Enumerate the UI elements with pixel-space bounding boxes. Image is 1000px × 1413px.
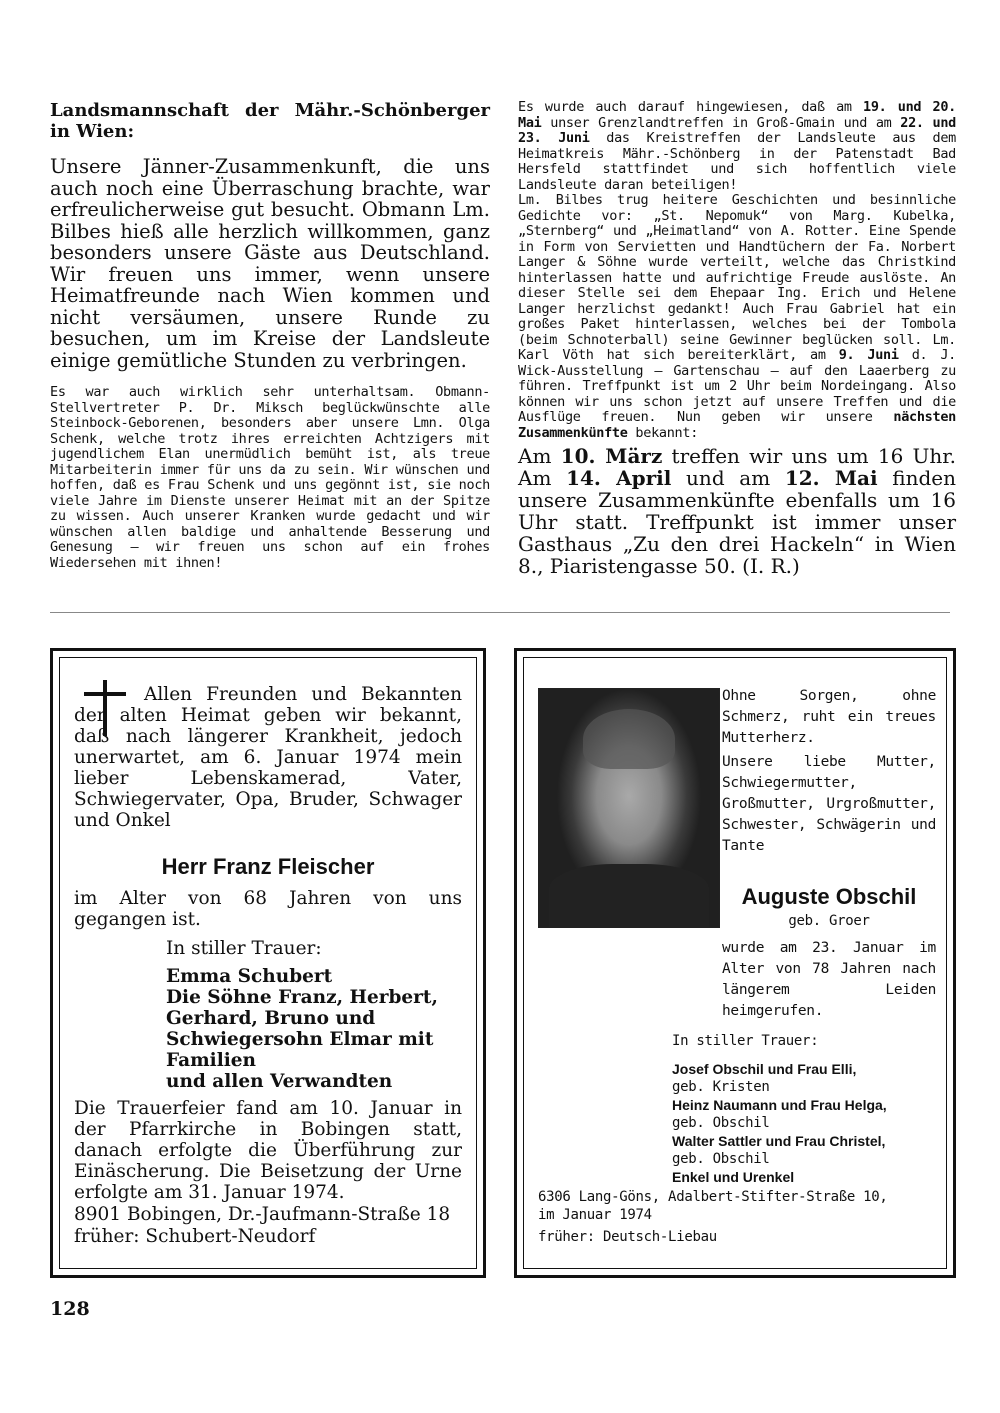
bold-date: 19. und 20. Mai xyxy=(518,99,956,131)
text-run: Es wurde auch darauf hingewiesen, daß am xyxy=(518,99,864,115)
mourner-line: Die Söhne Franz, Herbert, xyxy=(166,987,438,1008)
bold-date: 9. Juni xyxy=(838,347,899,363)
address-line: 6306 Lang-Göns, Adalbert-Stifter-Straße 10, xyxy=(538,1189,888,1205)
mourner-name: Walter Sattler und Frau Christel, xyxy=(672,1133,886,1149)
verse-1: Ohne Sorgen, ohne Schmerz, ruht ein treues Mutterherz. xyxy=(722,688,936,746)
address-line-former: früher: Deutsch-Liebau xyxy=(538,1229,717,1245)
mourner-note: geb. Obschil xyxy=(672,1151,770,1167)
text-run: unser Grenzlandtreffen in Groß-Gmain und am xyxy=(541,114,901,131)
bold-date: 12. Mai xyxy=(784,466,878,490)
mourners-list xyxy=(166,966,438,1092)
right-column xyxy=(518,100,956,577)
mourner-note: geb. Kristen xyxy=(672,1079,770,1095)
address-line-former: früher: Schubert-Neudorf xyxy=(74,1226,316,1247)
text-run: d. J. Wick-Ausstellung — Gartenschau — auf den Laaerberg zu führen. Treffpunkt ist um 2 Uhr beim Nordeingang. Also können wir uns schon jetzt auf unsere Treffen und die Ausflüge freuen. Nun geben wir unsere xyxy=(518,347,957,425)
text-run: und am xyxy=(671,466,785,490)
right-paragraph-2 xyxy=(518,193,956,441)
article-paragraph-large: Unsere Jänner-Zusammenkunft, die uns auch noch eine Überraschung brachte, war erfreulicherweise gut besucht. Obmann Lm. Bilbes hieß alle herzlich willkommen, ganz besonders unsere Gäste aus Deutschland. Wir freuen uns immer, wenn unsere Heimatfreunde nach Wien kommen und nicht versäumen, unsere Runde zu besuchen, um im Kreise der Landsleute einige gemütliche Stunden zu verbringen. xyxy=(50,155,490,372)
section-heading: Landsmannschaft der Mähr.-Schönberger in Wien: xyxy=(50,100,490,142)
mourner-line: Gerhard, Bruno und xyxy=(166,1008,376,1029)
mourner-line: Schwiegersohn Elmar mit xyxy=(166,1029,434,1050)
mourner-line: Familien xyxy=(166,1050,256,1071)
deceased-name: Auguste Obschil xyxy=(741,884,917,909)
obituary-box-fleischer xyxy=(50,648,486,1278)
text-run: das Kreistreffen der Landsleute aus dem Heimatkreis Mähr.-Schönberg in der Patenstadt Bad Hersfeld stattfindet und sich hoffentlich viele Landsleute daran beteiligen! xyxy=(518,130,957,193)
mourner-line: und allen Verwandten xyxy=(166,1071,393,1092)
mourner-name: Josef Obschil und Frau Elli, xyxy=(672,1061,857,1077)
verse-2: Unsere liebe Mutter, Schwiegermutter, Großmutter, Urgroßmutter, Schwester, Schwägerin und Tante xyxy=(722,754,936,854)
obituary-inner-border xyxy=(523,657,947,1269)
mourner-note: geb. Obschil xyxy=(672,1115,770,1131)
bold-date: 22. und 23. Juni xyxy=(518,114,957,146)
text-run: treffen wir uns um 16 Uhr. Am xyxy=(518,444,956,490)
address-line: 8901 Bobingen, Dr.-Jaufmann-Straße 18 xyxy=(74,1204,451,1225)
mourners-list xyxy=(672,1060,936,1186)
page-number: 128 xyxy=(50,1298,90,1320)
horizontal-divider xyxy=(50,612,950,613)
obituary-intro: Allen Freunden und Bekannten der alten Heimat geben wir bekannt, daß nach längerer Krankheit, jedoch unerwartet, am 6. Januar 1974 mein lieber Lebenskamerad, Vater, Schwiegervater, Opa, Bruder, Schwager und Onkel xyxy=(74,684,462,831)
bold-date: 10. März xyxy=(560,444,663,468)
obituary-age-text: im Alter von 68 Jahren von uns gegangen ist. xyxy=(74,888,462,930)
bold-text: nächsten Zusammenkünfte xyxy=(518,409,956,441)
left-column xyxy=(50,100,490,571)
right-paragraph-3 xyxy=(518,445,956,577)
right-paragraph-1 xyxy=(518,100,956,193)
text-run: finden unsere Zusammenkünfte ebenfalls um 16 Uhr statt. Treffpunkt ist immer unser Gasthaus „Zu den drei Hackeln“ in Wien 8., Piaristengasse 50. (I. R.) xyxy=(518,466,957,578)
deceased-name: Herr Franz Fleischer xyxy=(161,854,375,879)
maiden-name: geb. Groer xyxy=(788,913,870,929)
address-date: im Januar 1974 xyxy=(538,1207,652,1223)
text-run: bekannt: xyxy=(627,424,699,441)
text-run: Am xyxy=(518,444,561,468)
text-run: Lm. Bilbes trug heitere Geschichten und besinnliche Gedichte vor: „St. Nepomuk“ von Marg. Kubelka, „Sternberg“ und „Heimatland“ von A. Rotter. Eine Spende in Form von Servietten und Handtüchern der Fa. Norbert Langer & Söhne wurde verteilt, welche das Christkind hinterlassen hatte und aufrichtige Freude auslöste. An dieser Stelle sei dem Ehepaar Ing. Erich und Helene Langer herzlichst gedankt! Auch Frau Gabriel hat ein großes Paket hinterlassen, welches bei der Tombola (beim Schnoterball) seine Gewinner beglücken soll. Lm. Karl Vöth hat sich bereiterklärt, am xyxy=(518,192,956,363)
mourning-label: In stiller Trauer: xyxy=(166,938,322,959)
death-text: wurde am 23. Januar im Alter von 78 Jahren nach längerem Leiden heimgerufen. xyxy=(722,940,936,1019)
bold-date: 14. April xyxy=(566,466,672,490)
article-paragraph-small: Es war auch wirklich sehr unterhaltsam. Obmann-Stellvertreter P. Dr. Miksch beglückwünschte alle Steinbock-Geborenen, besonders aber unsere Lmn. Olga Schenk, welche trotz ihres erreichten Achtzigers mit jugendlichem Elan unermüdlich bemüht ist, als treue Mitarbeiterin immer für uns da zu sein. Wir wünschen und hoffen, daß es Frau Schenk und uns gegönnt ist, sie noch viele Jahre im Dienste unserer Heimat mit an der Spitze zu wissen. Auch unserer Kranken wurde gedacht und wir wünschen allen baldige und anhaltende Besserung und Genesung — wir freuen uns schon auf ein frohes Wiedersehen mit ihnen! xyxy=(50,384,490,571)
obituary-box-obschil xyxy=(514,648,956,1278)
mourner-name: Heinz Naumann und Frau Helga, xyxy=(672,1097,887,1113)
portrait-photo xyxy=(538,688,720,928)
mourner-line: Emma Schubert xyxy=(166,966,333,987)
mourner-name: Enkel und Urenkel xyxy=(672,1169,795,1185)
funeral-text: Die Trauerfeier fand am 10. Januar in der Pfarrkirche in Bobingen statt, danach erfolgte die Überführung zur Einäscherung. Die Beisetzung der Urne erfolgte am 31. Januar 1974. xyxy=(74,1098,462,1203)
obituary-inner-border xyxy=(59,657,477,1269)
mourning-label: In stiller Trauer: xyxy=(672,1033,819,1049)
